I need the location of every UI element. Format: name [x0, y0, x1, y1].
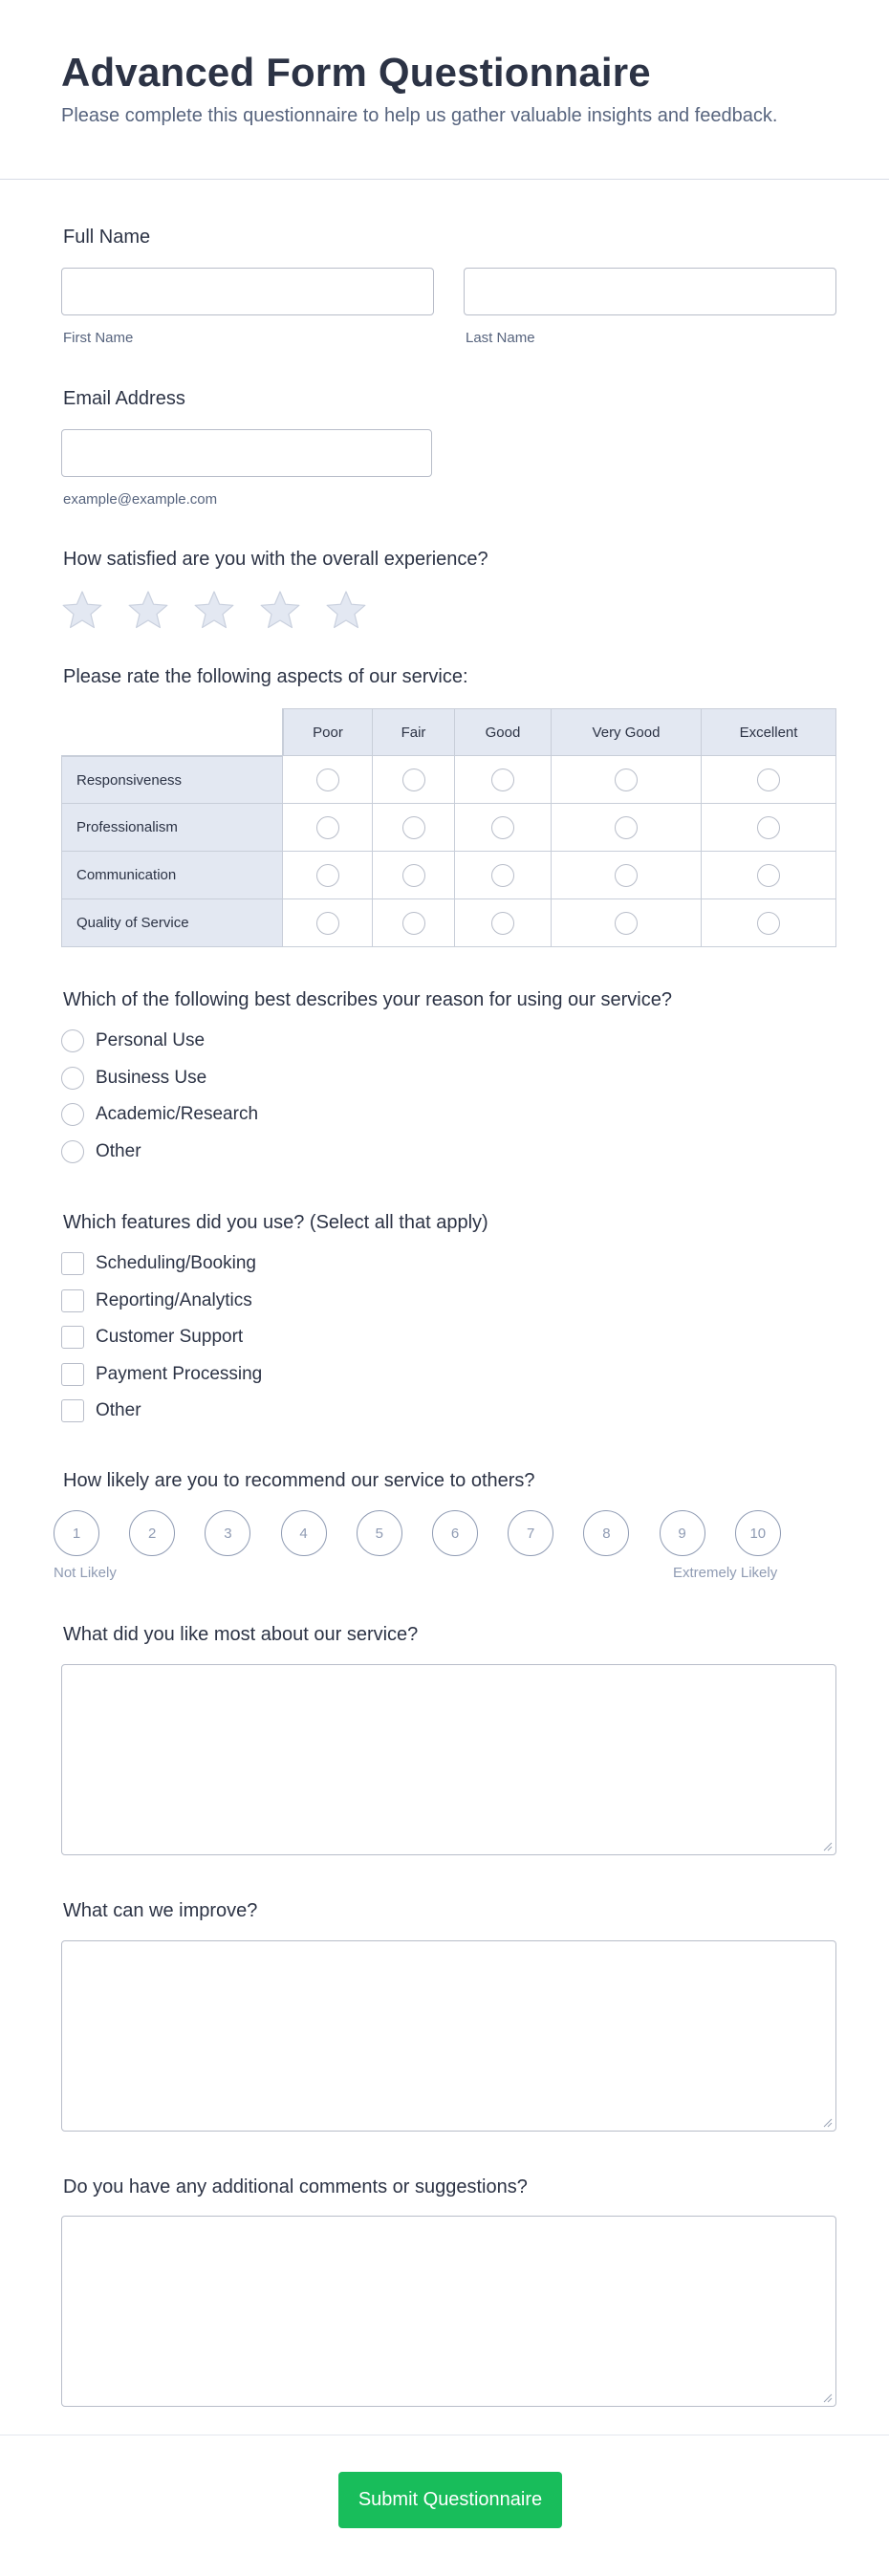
matrix-row-label: Professionalism	[61, 804, 283, 852]
radio-button[interactable]	[61, 1140, 84, 1163]
matrix-radio[interactable]	[757, 912, 780, 935]
matrix-radio[interactable]	[316, 864, 339, 887]
reason-option[interactable]	[61, 1029, 205, 1052]
radio-button[interactable]	[61, 1029, 84, 1052]
submit-button[interactable]: Submit Questionnaire	[338, 2472, 562, 2528]
star-icon[interactable]	[259, 590, 301, 630]
matrix-radio[interactable]	[615, 816, 638, 839]
matrix-radio[interactable]	[615, 912, 638, 935]
feature-option-label: Reporting/Analytics	[96, 1289, 252, 1310]
matrix-radio[interactable]	[491, 864, 514, 887]
form-subtitle: Please complete this questionnaire to help us gather valuable insights and feedback.	[61, 105, 778, 126]
matrix-radio[interactable]	[615, 768, 638, 791]
checkbox[interactable]	[61, 1252, 84, 1275]
matrix-radio[interactable]	[757, 816, 780, 839]
reason-option[interactable]	[61, 1067, 206, 1090]
matrix-row-label: Quality of Service	[61, 899, 283, 947]
checkbox[interactable]	[61, 1363, 84, 1386]
recommend-scale	[54, 1510, 785, 1556]
first-name-sublabel: First Name	[63, 330, 134, 346]
matrix-radio[interactable]	[402, 864, 425, 887]
matrix-cell	[455, 852, 552, 899]
matrix-column-header: Good	[455, 708, 552, 756]
scale-option-8[interactable]: 8	[583, 1510, 629, 1556]
matrix-radio[interactable]	[615, 864, 638, 887]
matrix-row	[61, 852, 836, 899]
reason-option-label: Personal Use	[96, 1030, 206, 1050]
recommend-label: How likely are you to recommend our service to others?	[63, 1470, 535, 1491]
matrix-radio[interactable]	[757, 864, 780, 887]
matrix-radio[interactable]	[757, 768, 780, 791]
matrix-cell	[455, 899, 552, 947]
matrix-cell	[283, 852, 373, 899]
resize-grip-icon[interactable]	[823, 2118, 833, 2128]
matrix-corner	[61, 708, 283, 756]
matrix-row	[61, 899, 836, 947]
radio-button[interactable]	[61, 1067, 84, 1090]
star-icon[interactable]	[325, 590, 367, 630]
matrix-column-header: Poor	[283, 708, 373, 756]
scale-option-4[interactable]: 4	[281, 1510, 327, 1556]
matrix-radio[interactable]	[491, 816, 514, 839]
matrix-cell	[455, 804, 552, 852]
scale-option-1[interactable]: 1	[54, 1510, 99, 1556]
matrix-radio[interactable]	[316, 816, 339, 839]
matrix-cell	[373, 852, 455, 899]
scale-option-6[interactable]: 6	[432, 1510, 478, 1556]
matrix-cell	[283, 899, 373, 947]
improve-textarea[interactable]	[61, 1940, 836, 2132]
matrix-cell	[552, 899, 702, 947]
star-icon[interactable]	[61, 590, 103, 630]
feature-option[interactable]	[61, 1289, 252, 1312]
resize-grip-icon[interactable]	[823, 1842, 833, 1851]
satisfaction-label: How satisfied are you with the overall experience?	[63, 549, 488, 570]
feature-option-label: Scheduling/Booking	[96, 1253, 256, 1273]
scale-option-7[interactable]: 7	[508, 1510, 553, 1556]
matrix-cell	[702, 899, 836, 947]
matrix-radio[interactable]	[402, 816, 425, 839]
last-name-input[interactable]	[464, 268, 836, 315]
matrix-cell	[702, 756, 836, 804]
comments-textarea[interactable]	[61, 2216, 836, 2407]
first-name-input[interactable]	[61, 268, 434, 315]
matrix-cell	[702, 804, 836, 852]
reason-label: Which of the following best describes your reason for using our service?	[63, 989, 672, 1010]
scale-option-9[interactable]: 9	[660, 1510, 705, 1556]
comments-label: Do you have any additional comments or suggestions?	[63, 2176, 528, 2197]
matrix-cell	[373, 804, 455, 852]
email-input[interactable]	[61, 429, 432, 477]
star-icon[interactable]	[193, 590, 235, 630]
matrix-cell	[373, 756, 455, 804]
matrix-label: Please rate the following aspects of our service:	[63, 666, 468, 687]
reason-option[interactable]	[61, 1103, 258, 1126]
form-header	[0, 0, 889, 180]
feature-option[interactable]	[61, 1399, 141, 1422]
scale-option-3[interactable]: 3	[205, 1510, 250, 1556]
checkbox[interactable]	[61, 1399, 84, 1422]
reason-option-label: Business Use	[96, 1067, 207, 1088]
form-title: Advanced Form Questionnaire	[61, 50, 651, 95]
matrix-row-label: Communication	[61, 852, 283, 899]
matrix-cell	[552, 804, 702, 852]
scale-option-5[interactable]: 5	[357, 1510, 402, 1556]
scale-low-label: Not Likely	[54, 1565, 117, 1581]
matrix-column-header: Fair	[373, 708, 455, 756]
scale-high-label: Extremely Likely	[673, 1565, 778, 1581]
last-name-sublabel: Last Name	[466, 330, 535, 346]
matrix-row-label: Responsiveness	[61, 756, 283, 804]
feature-option[interactable]	[61, 1363, 262, 1386]
matrix-cell	[283, 756, 373, 804]
reason-option-label: Academic/Research	[96, 1104, 259, 1124]
feature-option-label: Other	[96, 1400, 141, 1420]
resize-grip-icon[interactable]	[823, 2393, 833, 2403]
checkbox[interactable]	[61, 1289, 84, 1312]
scale-option-10[interactable]: 10	[735, 1510, 781, 1556]
matrix-radio[interactable]	[402, 912, 425, 935]
email-sublabel: example@example.com	[63, 491, 218, 508]
liked-label: What did you like most about our service?	[63, 1624, 419, 1645]
feature-option[interactable]	[61, 1252, 256, 1275]
full-name-label: Full Name	[63, 227, 151, 248]
checkbox[interactable]	[61, 1326, 84, 1349]
reason-option[interactable]	[61, 1140, 141, 1163]
matrix-cell	[283, 804, 373, 852]
rating-matrix	[61, 708, 836, 947]
matrix-column-header: Very Good	[552, 708, 702, 756]
matrix-radio[interactable]	[402, 768, 425, 791]
feature-option[interactable]	[61, 1326, 243, 1349]
matrix-radio[interactable]	[491, 768, 514, 791]
reason-option-label: Other	[96, 1140, 141, 1161]
matrix-row	[61, 756, 836, 804]
matrix-cell	[552, 756, 702, 804]
email-label: Email Address	[63, 388, 185, 409]
matrix-cell	[702, 852, 836, 899]
matrix-cell	[373, 899, 455, 947]
matrix-radio[interactable]	[316, 912, 339, 935]
star-icon[interactable]	[127, 590, 169, 630]
feature-option-label: Payment Processing	[96, 1363, 263, 1384]
matrix-cell	[455, 756, 552, 804]
feature-option-label: Customer Support	[96, 1327, 244, 1347]
liked-textarea[interactable]	[61, 1664, 836, 1855]
improve-label: What can we improve?	[63, 1900, 258, 1921]
matrix-radio[interactable]	[491, 912, 514, 935]
features-label: Which features did you use? (Select all that apply)	[63, 1212, 488, 1233]
radio-button[interactable]	[61, 1103, 84, 1126]
matrix-cell	[552, 852, 702, 899]
matrix-radio[interactable]	[316, 768, 339, 791]
matrix-column-header: Excellent	[702, 708, 836, 756]
scale-option-2[interactable]: 2	[129, 1510, 175, 1556]
star-rating	[61, 590, 391, 630]
matrix-row	[61, 804, 836, 852]
